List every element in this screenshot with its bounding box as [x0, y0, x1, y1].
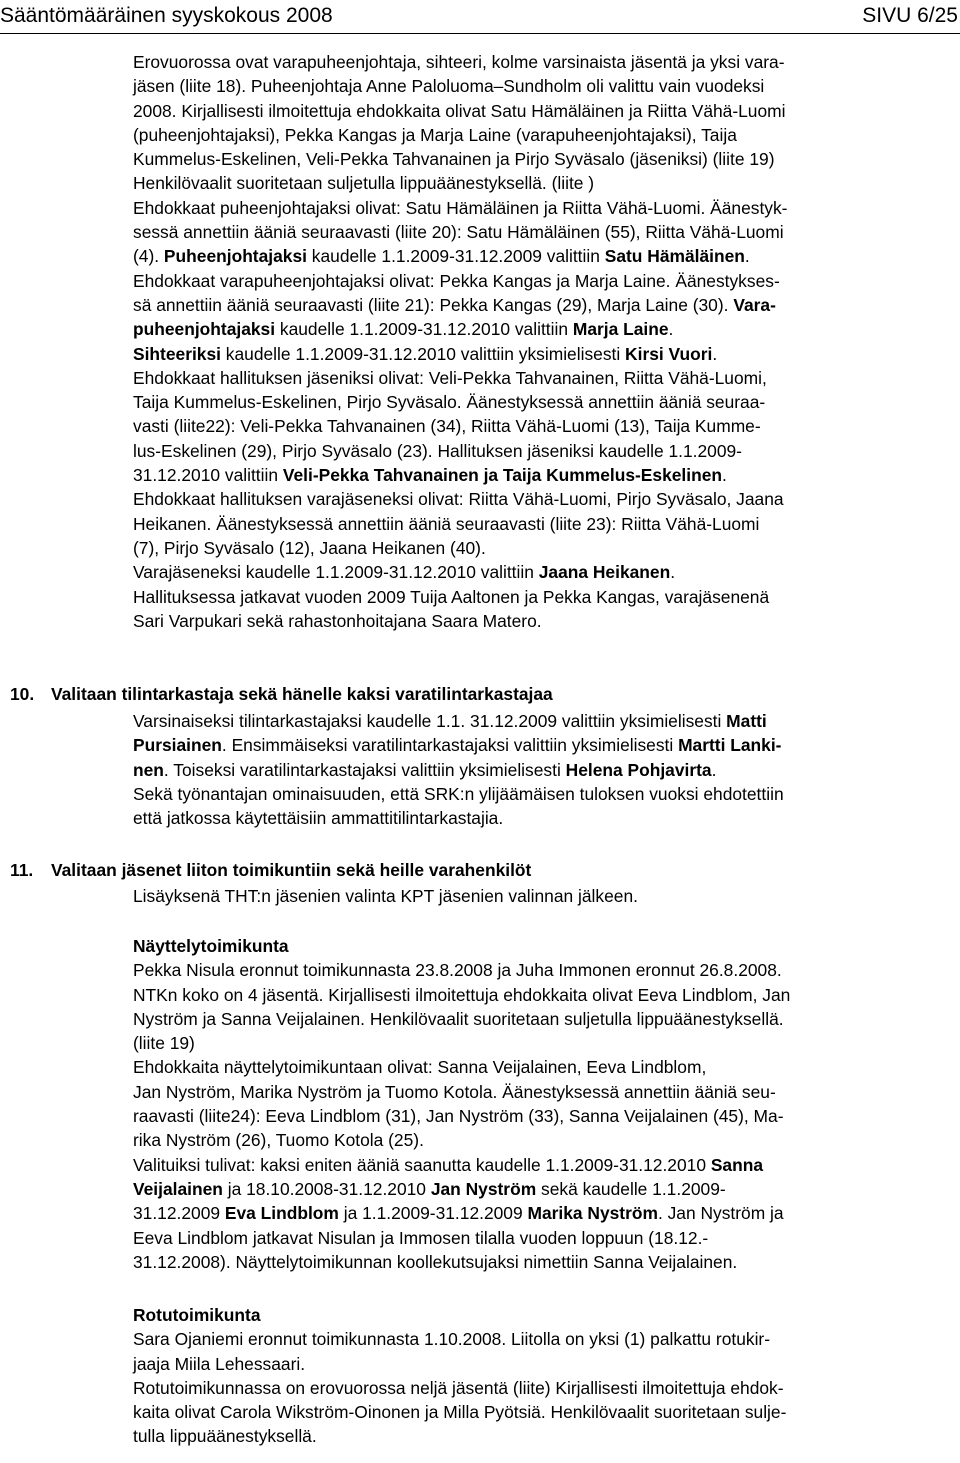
paragraph-line: Sihteeriksi kaudelle 1.1.2009-31.12.2010 valittiin yksimielisesti Kirsi Vuori. [133, 343, 718, 364]
page-number: SIVU 6/25 [862, 4, 958, 27]
paragraph-line: nen. Toiseksi varatilintarkastajaksi valittiin yksimielisesti Helena Pohjavirta. [133, 759, 717, 780]
paragraph-line: Veijalainen ja 18.10.2008-31.12.2010 Jan Nyström sekä kaudelle 1.1.2009- [133, 1178, 726, 1199]
paragraph-line: Sekä työnantajan ominaisuuden, että SRK:n ylijäämäisen tuloksen vuoksi ehdotettiin [133, 783, 784, 804]
rotutoimikunta-block [133, 1303, 951, 1449]
section-10-body [133, 709, 951, 830]
paragraph-line: vasti (liite22): Veli-Pekka Tahvanainen (34), Riitta Vähä-Luomi (13), Taija Kumme- [133, 416, 761, 437]
paragraph-line: Sari Varpukari sekä rahastonhoitajana Saara Matero. [133, 610, 542, 631]
paragraph-line: että jatkossa käytettäisiin ammattitilintarkastajia. [133, 808, 504, 829]
section-number: 11. [10, 860, 34, 880]
paragraph-line: kaita olivat Carola Wikström-Oinonen ja Milla Pyötsiä. Henkilövaalit suoritetaan sulje- [133, 1402, 787, 1423]
bold-text: Puheenjohtajaksi [163, 246, 307, 267]
paragraph-line: Erovuorossa ovat varapuheenjohtaja, sihteeri, kolme varsinaista jäsentä ja yksi vara- [133, 52, 785, 72]
section-number: 10. [10, 684, 35, 704]
paragraph-line: Ehdokkaita näyttelytoimikuntaan olivat: Sanna Veijalainen, Eeva Lindblom, [133, 1057, 707, 1078]
elected-name: Satu Hämäläinen [604, 246, 745, 267]
paragraph-line: jäsen (liite 18). Puheenjohtaja Anne Paloluoma–Sundholm oli valittu vain vuodeksi [133, 76, 765, 97]
paragraph-line: Varsinaiseksi tilintarkastajaksi kaudelle 1.1. 31.12.2009 valittiin yksimielisesti Matti [133, 711, 767, 731]
paragraph-line: (7), Pirjo Syväsalo (12), Jaana Heikanen (40). [133, 537, 486, 558]
paragraph-line: puheenjohtajaksi kaudelle 1.1.2009-31.12.2010 valittiin Marja Laine. [133, 319, 674, 340]
paragraph-line: jaaja Miila Lehessaari. [133, 1353, 306, 1374]
paragraph-line: Ehdokkaat varapuheenjohtajaksi olivat: Pekka Kangas ja Marja Laine. Äänestykses- [133, 270, 780, 291]
paragraph-line: raavasti (liite24): Eeva Lindblom (31), Jan Nyström (33), Sanna Veijalainen (45), Ma- [133, 1106, 784, 1127]
paragraph-line: lus-Eskelinen (29), Pirjo Syväsalo (23). Hallituksen jäseniksi kaudelle 1.1.2009- [133, 440, 742, 461]
elected-name: Marja Laine [572, 319, 669, 340]
section-title: Valitaan jäsenet liiton toimikuntiin sekä heille varahenkilöt [51, 860, 532, 880]
paragraph-line: sessä annettiin ääniä seuraavasti (liite 20): Satu Hämäläinen (55), Riitta Vähä-Luomi [133, 222, 784, 243]
paragraph-line: Henkilövaalit suoritetaan suljetulla lippuäänestyksellä. (liite ) [133, 173, 595, 194]
paragraph-line: Pursiainen. Ensimmäiseksi varatilintarkastajaksi valittiin yksimielisesti Martti Lanki- [133, 735, 782, 756]
paragraph-line: Pekka Nisula eronnut toimikunnasta 23.8.2008 ja Juha Immonen eronnut 26.8.2008. [133, 960, 782, 981]
paragraph-line: 2008. Kirjallisesti ilmoitettuja ehdokkaita olivat Satu Hämäläinen ja Riitta Vähä-Luomi [133, 100, 786, 121]
paragraph-line: Taija Kummelus-Eskelinen, Pirjo Syväsalo. Äänestyksessä annettiin ääniä seuraa- [133, 392, 766, 413]
paragraph-line: Ehdokkaat puheenjohtajaksi olivat: Satu Hämäläinen ja Riitta Vähä-Luomi. Äänestyk- [133, 197, 788, 218]
paragraph-line: Eeva Lindblom jatkavat Nisulan ja Immosen tilalla vuoden loppuun (18.12.- [133, 1227, 709, 1248]
paragraph-line: Varajäseneksi kaudelle 1.1.2009-31.12.2010 valittiin Jaana Heikanen. [133, 562, 676, 583]
paragraph-line: (liite 19) [133, 1033, 195, 1054]
elected-name: Jaana Heikanen [538, 562, 671, 583]
elected-name: Veli-Pekka Tahvanainen ja Taija Kummelus-Eskelinen [282, 465, 722, 486]
election-board-section [133, 50, 951, 633]
paragraph-line: (4). Puheenjohtajaksi kaudelle 1.1.2009-31.12.2009 valittiin Satu Hämäläinen. [133, 246, 750, 267]
paragraph-line: Heikanen. Äänestyksessä annettiin ääniä seuraavasti (liite 23): Riitta Vähä-Luomi [133, 513, 760, 534]
page-header [0, 0, 960, 34]
document-title: Sääntömääräinen syyskokous 2008 [0, 4, 333, 27]
paragraph-line: Ehdokkaat hallituksen varajäseneksi olivat: Riitta Vähä-Luomi, Pirjo Syväsalo, Jaana [133, 489, 784, 510]
paragraph-line: NTKn koko on 4 jäsentä. Kirjallisesti ilmoitettuja ehdokkaita olivat Eeva Lindblom, Jan [133, 984, 791, 1005]
paragraph-line: Ehdokkaat hallituksen jäseniksi olivat: Veli-Pekka Tahvanainen, Riitta Vähä-Luomi, [133, 367, 767, 388]
paragraph-line: Lisäyksenä THT:n jäsenien valinta KPT jäsenien valinnan jälkeen. [133, 886, 638, 906]
section-title: Valitaan tilintarkastaja sekä hänelle kaksi varatilintarkastajaa [51, 684, 553, 704]
subsection-heading: Rotutoimikunta [133, 1305, 261, 1325]
nayttelytoimikunta-block [133, 934, 951, 1274]
subsection-heading: Näyttelytoimikunta [133, 936, 289, 956]
paragraph-line: Kummelus-Eskelinen, Veli-Pekka Tahvanainen ja Pirjo Syväsalo (jäseniksi) (liite 19) [133, 149, 775, 170]
paragraph-line: rika Nyström (26), Tuomo Kotola (25). [133, 1130, 424, 1151]
paragraph-line: Hallituksessa jatkavat vuoden 2009 Tuija Aaltonen ja Pekka Kangas, varajäsenenä [133, 586, 770, 607]
paragraph-line: sä annettiin ääniä seuraavasti (liite 21): Pekka Kangas (29), Marja Laine (30). Vara- [133, 294, 776, 315]
paragraph-line: (puheenjohtajaksi), Pekka Kangas ja Marja Laine (varapuheenjohtajaksi), Taija [133, 124, 737, 145]
paragraph-line: Nyström ja Sanna Veijalainen. Henkilövaalit suoritetaan suljetulla lippuäänestyksellä. [133, 1008, 784, 1029]
paragraph-line: 31.12.2009 Eva Lindblom ja 1.1.2009-31.12.2009 Marika Nyström. Jan Nyström ja [133, 1203, 784, 1224]
section-11-intro [133, 884, 951, 908]
paragraph-line: 31.12.2008). Näyttelytoimikunnan koollekutsujaksi nimettiin Sanna Veijalainen. [133, 1251, 738, 1272]
paragraph-line: Rotutoimikunnassa on erovuorossa neljä jäsentä (liite) Kirjallisesti ilmoitettuja ehdok- [133, 1377, 784, 1398]
paragraph-line: tulla lippuäänestyksellä. [133, 1426, 317, 1447]
paragraph-line: Jan Nyström, Marika Nyström ja Tuomo Kotola. Äänestyksessä annettiin ääniä seu- [133, 1081, 776, 1102]
paragraph-line: 31.12.2010 valittiin Veli-Pekka Tahvanainen ja Taija Kummelus-Eskelinen. [133, 465, 727, 486]
paragraph-line: Valituiksi tulivat: kaksi eniten ääniä saanutta kaudelle 1.1.2009-31.12.2010 Sanna [133, 1154, 764, 1175]
elected-name: Kirsi Vuori [625, 343, 713, 364]
paragraph-line: Sara Ojaniemi eronnut toimikunnasta 1.10.2008. Liitolla on yksi (1) palkattu rotukir- [133, 1329, 771, 1350]
